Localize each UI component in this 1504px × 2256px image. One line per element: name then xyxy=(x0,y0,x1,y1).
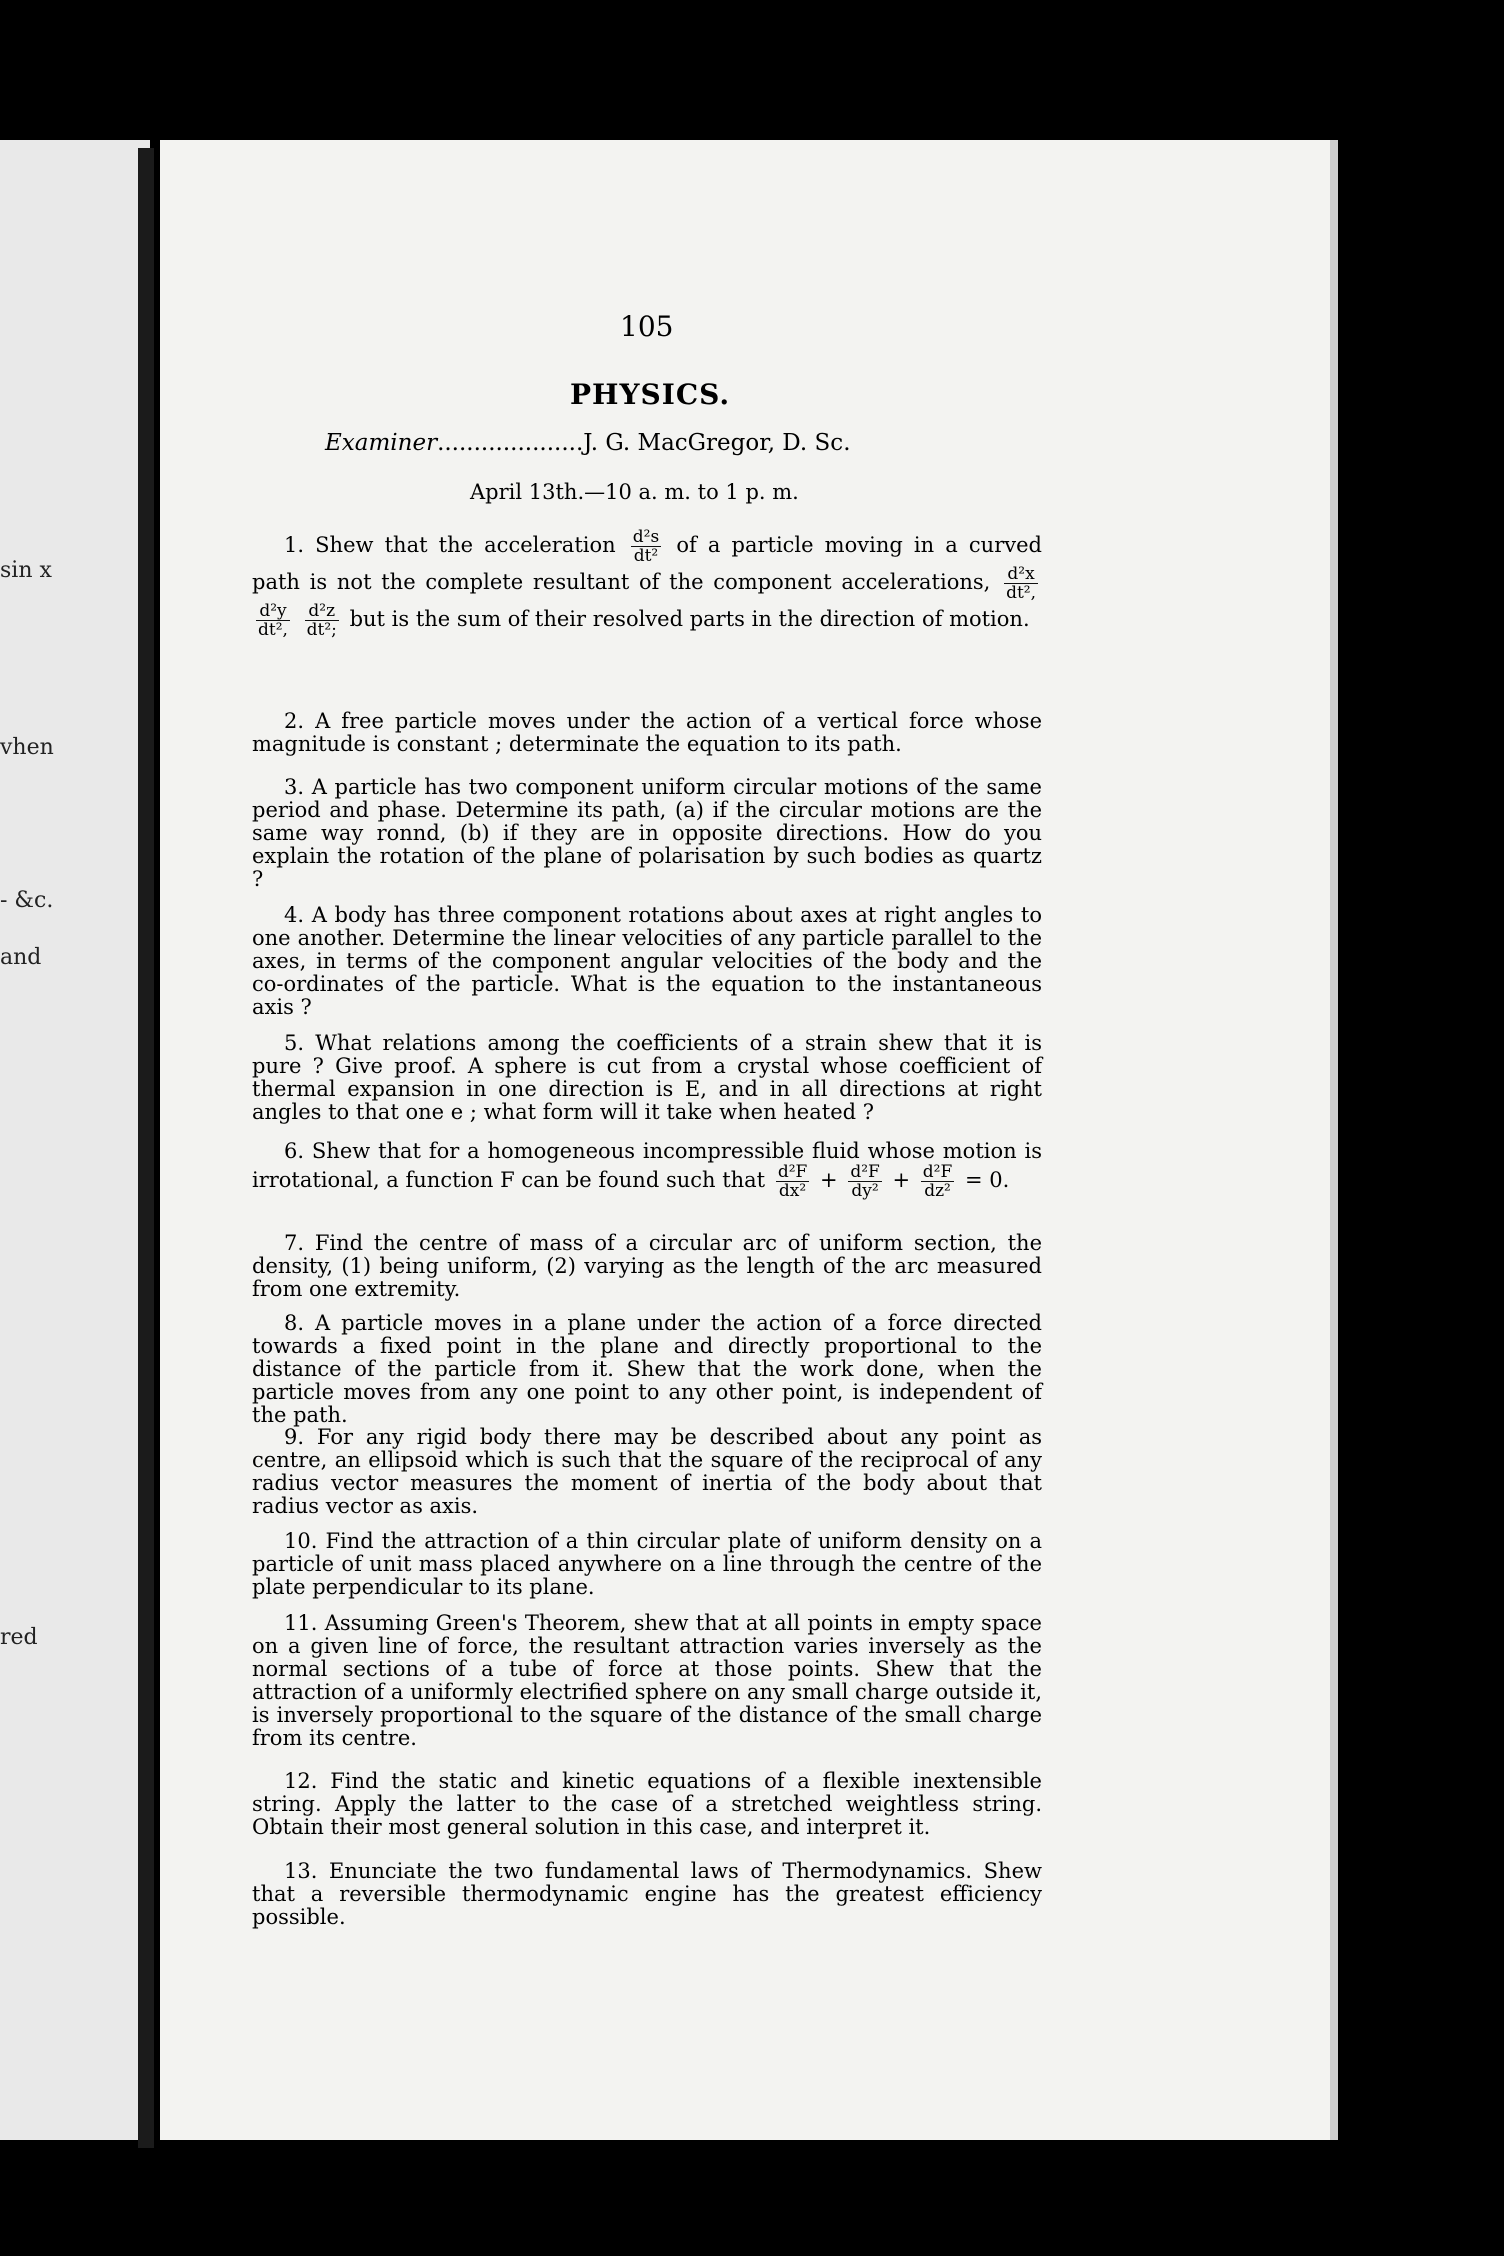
denominator: dt² xyxy=(633,546,659,566)
left-margin-fragment: and xyxy=(0,945,42,970)
fraction xyxy=(256,602,290,639)
question-text: For any rigid body there may be described about any point as centre, an ellipsoid which is such that the square of the reciprocal of any radius vector measures the moment of inertia of the body about that radius vector as axis. xyxy=(252,1425,1043,1518)
numerator: d²y xyxy=(256,602,290,621)
question-11 xyxy=(252,1612,1042,1750)
denominator: dz² xyxy=(924,1181,951,1201)
book-gutter xyxy=(138,148,154,2148)
question-text: Find the attraction of a thin circular plate of uniform density on a particle of unit mass placed anywhere on a line through the centre of the plate perpendicular to its plane. xyxy=(252,1529,1042,1599)
question-text: of a particle moving in a curved path is not the complete resultant of the component accelerations, xyxy=(252,533,1042,594)
question-number: 4. xyxy=(284,903,305,927)
denominator: dt²; xyxy=(306,620,337,640)
numerator: d²z xyxy=(305,602,339,621)
examiner-line xyxy=(325,430,851,456)
question-text: but is the sum of their resolved parts in the direction of motion. xyxy=(349,607,1030,631)
question-text: A particle moves in a plane under the action of a force directed towards a fixed point in the plane and directly proportional to the distance of the particle from it. Shew that the work done, when the particle moves from any one point to any other point, is independent of the path. xyxy=(252,1311,1042,1427)
question-9 xyxy=(252,1426,1042,1518)
question-2 xyxy=(252,710,1042,756)
question-number: 5. xyxy=(284,1031,305,1055)
denominator: dy² xyxy=(851,1181,879,1201)
question-text: Shew that for a homogeneous incompressible fluid whose motion is irrotational, a function F can be found such that xyxy=(252,1139,1042,1192)
question-number: 8. xyxy=(284,1311,305,1335)
question-text: A body has three component rotations about axes at right angles to one another. Determine the linear velocities of any particle parallel to the axes, in terms of the component angular velocities of the body and the co-ordinates of the particle. What is the equation to the instantaneous axis ? xyxy=(252,903,1042,1019)
left-margin-fragment: vhen xyxy=(0,735,54,760)
question-8 xyxy=(252,1312,1042,1427)
question-number: 7. xyxy=(284,1231,305,1255)
equation-end: = 0. xyxy=(964,1168,1010,1192)
question-number: 6. xyxy=(284,1139,305,1163)
question-1 xyxy=(252,528,1042,639)
left-page-edge xyxy=(0,140,150,2140)
denominator: dx² xyxy=(778,1181,807,1201)
fraction xyxy=(848,1163,882,1200)
fraction xyxy=(776,1163,810,1200)
question-10 xyxy=(252,1530,1042,1599)
examiner-name: J. G. MacGregor, D. Sc. xyxy=(583,430,851,456)
question-text: Enunciate the two fundamental laws of Thermodynamics. Shew that a reversible thermodynamic engine has the greatest efficiency possible. xyxy=(252,1859,1042,1929)
question-text: A particle has two component uniform circular motions of the same period and phase. Determine its path, (a) if the circular motions are the same way ronnd, (b) if they are in opposite directions. How do you explain the rotation of the plane of polarisation by such bodies as quartz ? xyxy=(252,775,1042,891)
equation xyxy=(772,1163,1009,1200)
fraction xyxy=(921,1163,955,1200)
question-5 xyxy=(252,1032,1042,1124)
question-number: 3. xyxy=(284,775,305,799)
question-6 xyxy=(252,1140,1042,1200)
question-number: 11. xyxy=(284,1611,318,1635)
question-text: Find the centre of mass of a circular arc of uniform section, the density, (1) being uniform, (2) varying as the length of the arc measured from one extremity. xyxy=(252,1231,1042,1301)
plus-sign: + xyxy=(820,1168,838,1192)
fraction xyxy=(631,528,661,565)
fraction xyxy=(1004,565,1038,602)
question-number: 2. xyxy=(284,709,305,733)
question-text: Find the static and kinetic equations of a flexible inextensible string. Apply the latter to the case of a stretched weightless string. Obtain their most general solution in this case, and interpret it. xyxy=(252,1769,1042,1839)
examiner-dots: .................... xyxy=(437,430,584,456)
numerator: d²F xyxy=(922,1162,953,1182)
page-title: PHYSICS. xyxy=(570,378,731,411)
page-number: 105 xyxy=(620,310,674,343)
question-13 xyxy=(252,1860,1042,1929)
question-number: 12. xyxy=(284,1769,318,1793)
fraction xyxy=(305,602,339,639)
question-text: What relations among the coefficients of a strain shew that it is pure ? Give proof. A sphere is cut from a crystal whose coefficient of thermal expansion in one direction is E, and in all directions at right angles to that one e ; what form will it take when heated ? xyxy=(252,1031,1042,1124)
numerator: d²s xyxy=(632,527,660,547)
left-margin-fragment: - &c. xyxy=(0,888,54,913)
question-number: 1. xyxy=(284,533,305,557)
question-text: Shew that the acceleration xyxy=(315,533,616,557)
question-number: 9. xyxy=(284,1425,305,1449)
examiner-role: Examiner xyxy=(325,430,438,456)
question-text: A free particle moves under the action of a vertical force whose magnitude is constant ; determinate the equation to its path. xyxy=(252,709,1042,756)
date-line: April 13th.—10 a. m. to 1 p. m. xyxy=(470,480,799,504)
question-number: 10. xyxy=(284,1529,318,1553)
question-number: 13. xyxy=(284,1859,318,1883)
question-4 xyxy=(252,904,1042,1019)
numerator: d²F xyxy=(850,1162,880,1182)
question-7 xyxy=(252,1232,1042,1301)
left-margin-fragment: red xyxy=(0,1625,38,1650)
denominator: dt², xyxy=(1006,583,1036,603)
denominator: dt², xyxy=(258,620,288,640)
question-text: Assuming Green's Theorem, shew that at all points in empty space on a given line of force, the resultant attraction varies inversely as the normal sections of a tube of force at those points. Shew that the attraction of a uniformly electrified sphere on any small charge outside it, is inversely proportional to the square of the distance of the small charge from its centre. xyxy=(252,1611,1042,1750)
question-3 xyxy=(252,776,1042,891)
numerator: d²F xyxy=(777,1162,808,1182)
numerator: d²x xyxy=(1004,565,1038,584)
left-margin-fragment: sin x xyxy=(0,558,52,583)
plus-sign: + xyxy=(892,1168,911,1192)
question-12 xyxy=(252,1770,1042,1839)
